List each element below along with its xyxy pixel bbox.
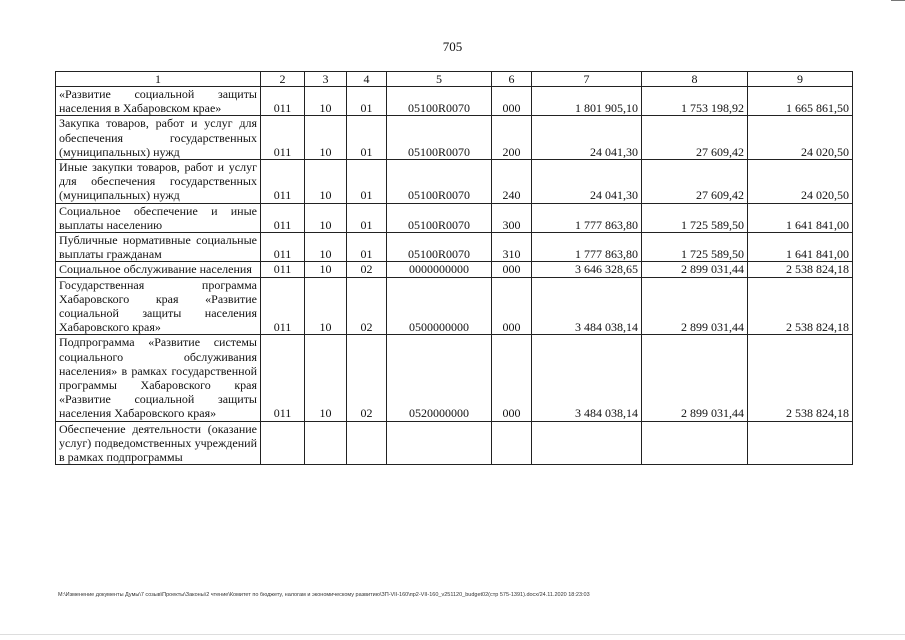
row-ministry-code: 011 [261, 160, 305, 204]
row-target-article: 05100R0070 [387, 203, 492, 232]
row-section-code: 10 [305, 262, 347, 277]
row-amount-col7: 3 646 328,65 [532, 262, 642, 277]
row-subsection-code: 02 [347, 335, 387, 421]
row-amount-col9: 1 641 841,00 [748, 203, 853, 232]
row-amount-col7: 1 777 863,80 [532, 203, 642, 232]
row-subsection-code [347, 421, 387, 465]
row-ministry-code: 011 [261, 277, 305, 335]
row-amount-col9: 2 538 824,18 [748, 335, 853, 421]
row-subsection-code: 01 [347, 116, 387, 160]
header-col-8: 8 [642, 72, 748, 87]
header-col-1: 1 [56, 72, 261, 87]
row-ministry-code [261, 421, 305, 465]
header-col-2: 2 [261, 72, 305, 87]
row-amount-col9: 2 538 824,18 [748, 277, 853, 335]
row-target-article: 05100R0070 [387, 87, 492, 116]
row-section-code: 10 [305, 160, 347, 204]
header-col-5: 5 [387, 72, 492, 87]
budget-table [55, 71, 853, 465]
row-section-code: 10 [305, 233, 347, 262]
row-amount-col9: 2 538 824,18 [748, 262, 853, 277]
header-col-7: 7 [532, 72, 642, 87]
row-amount-col8 [642, 421, 748, 465]
row-amount-col8: 2 899 031,44 [642, 262, 748, 277]
header-col-4: 4 [347, 72, 387, 87]
row-expense-type: 000 [492, 335, 532, 421]
row-ministry-code: 011 [261, 335, 305, 421]
row-amount-col9: 1 641 841,00 [748, 233, 853, 262]
row-target-article [387, 421, 492, 465]
row-name: Государственная программа Хабаровского края «Развитие социальной защиты населения Хабаровского края» [56, 277, 261, 335]
row-expense-type: 200 [492, 116, 532, 160]
row-name: Иные закупки товаров, работ и услуг для обеспечения государственных (муниципальных) нужд [56, 160, 261, 204]
row-ministry-code: 011 [261, 87, 305, 116]
page-number: 705 [442, 39, 463, 54]
table-row [56, 87, 853, 116]
table-row [56, 421, 853, 465]
row-amount-col9: 24 020,50 [748, 116, 853, 160]
row-target-article: 0520000000 [387, 335, 492, 421]
row-amount-col7: 24 041,30 [532, 116, 642, 160]
table-row [56, 203, 853, 232]
row-amount-col7: 1 801 905,10 [532, 87, 642, 116]
row-subsection-code: 02 [347, 262, 387, 277]
table-row [56, 277, 853, 335]
row-amount-col7: 1 777 863,80 [532, 233, 642, 262]
row-section-code: 10 [305, 335, 347, 421]
row-subsection-code: 02 [347, 277, 387, 335]
row-expense-type: 310 [492, 233, 532, 262]
row-amount-col7: 24 041,30 [532, 160, 642, 204]
row-amount-col8: 2 899 031,44 [642, 335, 748, 421]
row-amount-col8: 27 609,42 [642, 160, 748, 204]
row-section-code: 10 [305, 116, 347, 160]
row-name: Обеспечение деятельности (оказание услуг) подведомственных учреждений в рамках подпрограммы [56, 421, 261, 465]
row-target-article: 05100R0070 [387, 160, 492, 204]
row-amount-col8: 2 899 031,44 [642, 277, 748, 335]
row-ministry-code: 011 [261, 233, 305, 262]
table-row [56, 233, 853, 262]
row-subsection-code: 01 [347, 87, 387, 116]
row-amount-col9: 1 665 861,50 [748, 87, 853, 116]
row-expense-type [492, 421, 532, 465]
row-expense-type: 300 [492, 203, 532, 232]
row-amount-col8: 1 753 198,92 [642, 87, 748, 116]
document-path-footer: M:\Изменение документы Думы\7 созыв\Проекты\Законы\2 чтение\Комитет по бюджету, налогам и экономическому развитию\ЗП-VII-160\пр2-VII-160_v251120_budget02(стр 575-1391).docx/24.11.2020 18:23:03 [58, 592, 590, 598]
row-section-code: 10 [305, 277, 347, 335]
row-expense-type: 240 [492, 160, 532, 204]
corner-mark [891, 0, 905, 5]
row-section-code: 10 [305, 87, 347, 116]
row-ministry-code: 011 [261, 262, 305, 277]
row-amount-col9: 24 020,50 [748, 160, 853, 204]
row-amount-col7: 3 484 038,14 [532, 335, 642, 421]
row-target-article: 05100R0070 [387, 233, 492, 262]
header-col-9: 9 [748, 72, 853, 87]
table-row [56, 335, 853, 421]
row-name: Закупка товаров, работ и услуг для обеспечения государственных (муниципальных) нужд [56, 116, 261, 160]
row-name: Публичные нормативные социальные выплаты гражданам [56, 233, 261, 262]
row-section-code [305, 421, 347, 465]
row-expense-type: 000 [492, 87, 532, 116]
row-subsection-code: 01 [347, 160, 387, 204]
row-subsection-code: 01 [347, 203, 387, 232]
row-name: Подпрограмма «Развитие системы социального обслуживания населения» в рамках государственной программы Хабаровского края «Развитие социальной защиты населения Хабаровского края» [56, 335, 261, 421]
table-row [56, 116, 853, 160]
row-amount-col8: 1 725 589,50 [642, 233, 748, 262]
row-target-article: 0500000000 [387, 277, 492, 335]
row-expense-type: 000 [492, 277, 532, 335]
row-amount-col9 [748, 421, 853, 465]
row-target-article: 0000000000 [387, 262, 492, 277]
row-amount-col7 [532, 421, 642, 465]
row-name: Социальное обеспечение и иные выплаты населению [56, 203, 261, 232]
table-row [56, 160, 853, 204]
header-col-6: 6 [492, 72, 532, 87]
row-section-code: 10 [305, 203, 347, 232]
row-name: Социальное обслуживание населения [56, 262, 261, 277]
row-ministry-code: 011 [261, 203, 305, 232]
table-row [56, 262, 853, 277]
header-col-3: 3 [305, 72, 347, 87]
row-subsection-code: 01 [347, 233, 387, 262]
row-target-article: 05100R0070 [387, 116, 492, 160]
bottom-rule [0, 634, 905, 635]
row-expense-type: 000 [492, 262, 532, 277]
table-header-row [56, 72, 853, 87]
row-amount-col8: 27 609,42 [642, 116, 748, 160]
row-name: «Развитие социальной защиты населения в Хабаровском крае» [56, 87, 261, 116]
row-amount-col7: 3 484 038,14 [532, 277, 642, 335]
row-ministry-code: 011 [261, 116, 305, 160]
row-amount-col8: 1 725 589,50 [642, 203, 748, 232]
